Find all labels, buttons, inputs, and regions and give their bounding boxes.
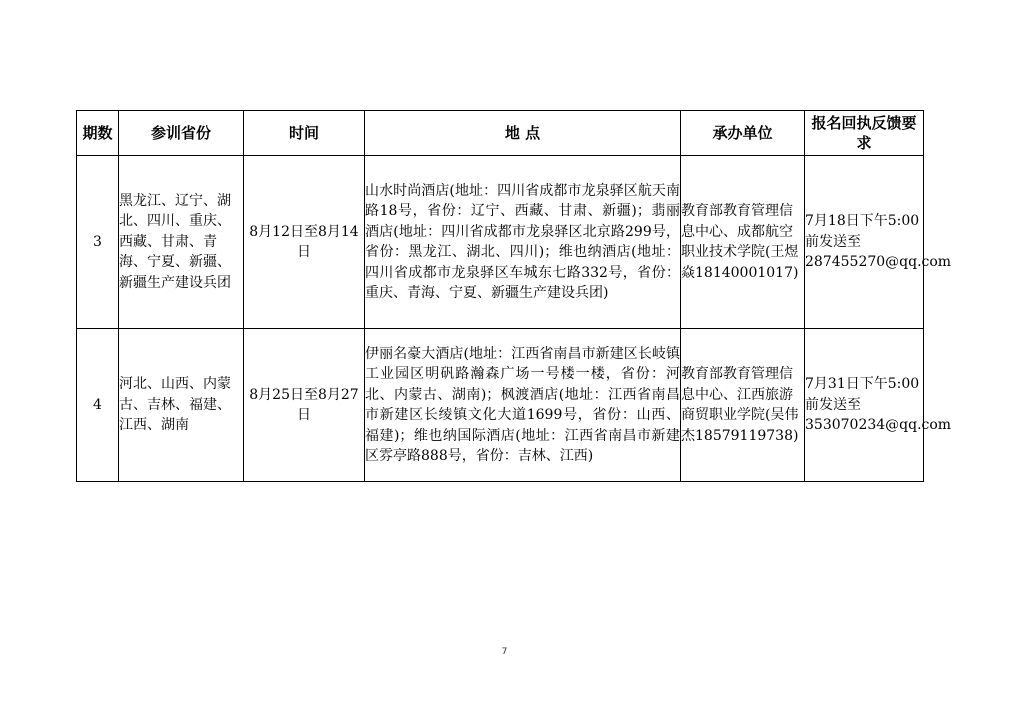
header-row [77,111,924,156]
cell-organizer: 教育部教育管理信息中心、成都航空职业技术学院(王煜焱18140001017) [681,156,805,329]
cell-period: 3 [77,156,119,329]
cell-period: 4 [77,329,119,482]
header-provinces: 参训省份 [119,111,244,156]
page-number: 7 [501,647,508,657]
cell-provinces: 河北、山西、内蒙古、吉林、福建、江西、湖南 [119,329,244,482]
header-reply: 报名回执反馈要求 [805,111,924,156]
table-row [77,156,924,329]
header-time: 时间 [244,111,365,156]
cell-reply: 7月31日下午5:00前发送至353070234@qq.com [805,329,924,482]
cell-provinces: 黑龙江、辽宁、湖北、四川、重庆、西藏、甘肃、青海、宁夏、新疆、新疆生产建设兵团 [119,156,244,329]
cell-organizer: 教育部教育管理信息中心、江西旅游商贸职业学院(吴伟杰18579119738) [681,329,805,482]
table-row [77,329,924,482]
training-schedule-table [76,110,952,482]
cell-time: 8月25日至8月27日 [244,329,365,482]
cell-reply: 7月18日下午5:00前发送至287455270@qq.com [805,156,924,329]
header-period: 期数 [77,111,119,156]
header-organizer: 承办单位 [681,111,805,156]
cell-time: 8月12日至8月14日 [244,156,365,329]
header-location: 地 点 [365,111,681,156]
cell-location: 山水时尚酒店(地址：四川省成都市龙泉驿区航天南路18号，省份：辽宁、西藏、甘肃、新疆)；翡丽酒店(地址：四川省成都市龙泉驿区北京路299号，省份：黑龙江、湖北、四川)；维也纳酒店(地址：四川省成都市龙泉驿区车城东七路332号，省份：重庆、青海、宁夏、新疆生产建设兵团) [365,156,681,329]
cell-location: 伊丽名豪大酒店(地址：江西省南昌市新建区长岐镇工业园区明矾路瀚森广场一号楼一楼，省份：河北、内蒙古、湖南)；枫渡酒店(地址：江西省南昌市新建区长绫镇文化大道1699号，省份：山西、福建)；维也纳国际酒店(地址：江西省南昌市新建区雰亭路888号，省份：吉林、江西) [365,329,681,482]
